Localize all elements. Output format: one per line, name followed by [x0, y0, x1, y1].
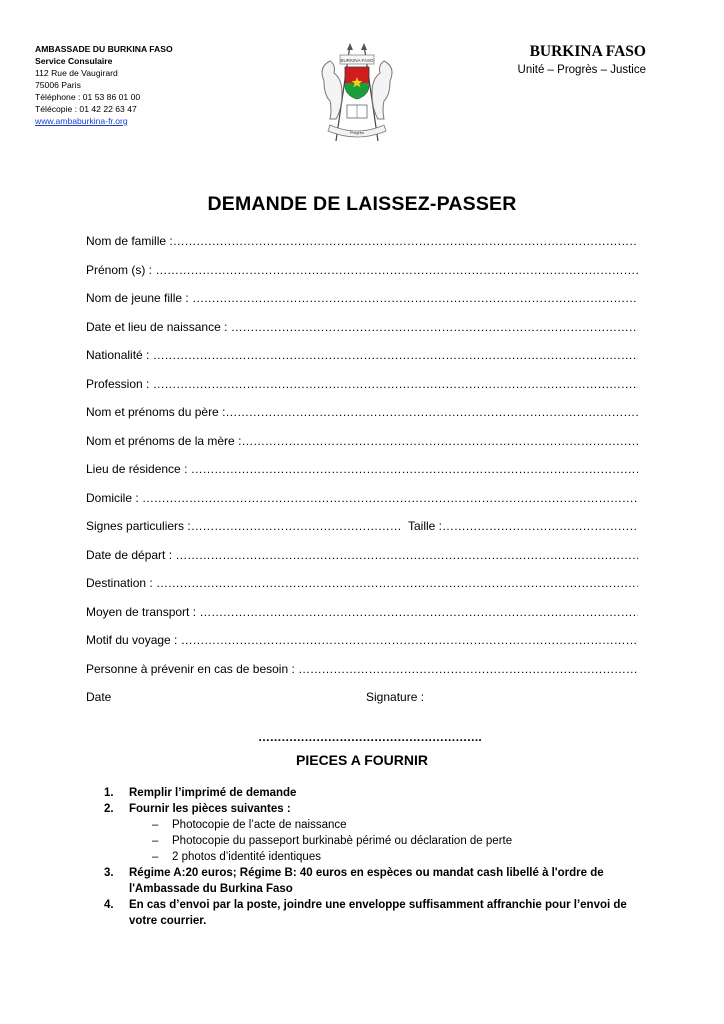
dotted-separator: …………………………………………………. [258, 730, 482, 744]
field-personne-a-prevenir[interactable] [86, 662, 638, 678]
field-label: Profession : [86, 377, 150, 391]
field-label: Motif du voyage : [86, 633, 178, 647]
fill-line[interactable] [153, 348, 638, 362]
list-item [104, 865, 649, 897]
sub-item-text: Photocopie du passeport burkinabè périmé ou déclaration de perte [172, 835, 513, 847]
field-lieu-residence[interactable] [86, 462, 638, 478]
field-label: Date de départ : [86, 548, 173, 562]
pieces-list [104, 785, 649, 929]
fill-line[interactable] [231, 320, 638, 334]
field-label: Nationalité : [86, 348, 150, 362]
embassy-service: Service Consulaire [35, 56, 113, 66]
embassy-website-link[interactable]: www.ambaburkina-fr.org [35, 116, 128, 126]
field-label: Date et lieu de naissance : [86, 320, 228, 334]
embassy-name: AMBASSADE DU BURKINA FASO [35, 44, 173, 54]
fill-line[interactable] [442, 519, 638, 533]
field-label: Nom et prénoms de la mère : [86, 434, 242, 448]
field-signes-particuliers[interactable] [86, 519, 400, 533]
embassy-fax: Télécopie : 01 42 22 63 47 [35, 104, 137, 114]
field-label: Destination : [86, 576, 153, 590]
field-signes-taille-row [86, 519, 638, 535]
field-label: Personne à prévenir en cas de besoin : [86, 662, 295, 676]
country-motto: Unité – Progrès – Justice [517, 64, 646, 76]
item-text: Remplir l’imprimé de demande [129, 787, 297, 799]
country-header [518, 43, 646, 76]
fill-line[interactable] [175, 548, 638, 562]
field-motif-voyage[interactable] [86, 633, 638, 649]
sub-item-text: Photocopie de l’acte de naissance [172, 819, 347, 831]
field-label: Lieu de résidence : [86, 462, 188, 476]
embassy-address-line2: 75006 Paris [35, 80, 81, 90]
field-label: Nom de famille : [86, 234, 173, 248]
field-label: Prénom (s) : [86, 263, 153, 277]
coat-ribbon-text: Progrès [349, 130, 365, 135]
field-nationalite[interactable] [86, 348, 638, 364]
item-number: 1. [104, 787, 114, 799]
field-label: Domicile : [86, 491, 139, 505]
country-name: BURKINA FASO [529, 43, 646, 60]
coat-banner-text: BURKINA FASO [340, 58, 374, 63]
field-nom-famille[interactable] [86, 234, 638, 250]
field-destination[interactable] [86, 576, 638, 592]
field-moyen-transport[interactable] [86, 605, 638, 621]
item-number: 2. [104, 803, 114, 815]
list-item [104, 801, 649, 817]
fill-line[interactable] [142, 491, 638, 505]
embassy-header [35, 43, 173, 127]
coat-of-arms-emblem [316, 41, 398, 149]
form-title: DEMANDE DE LAISSEZ-PASSER [207, 193, 517, 215]
field-nom-jeune-fille[interactable] [86, 291, 638, 307]
list-item [104, 897, 649, 929]
field-label: Nom de jeune fille : [86, 291, 189, 305]
item-text: Fournir les pièces suivantes : [129, 803, 291, 815]
embassy-address-line1: 112 Rue de Vaugirard [35, 68, 118, 78]
field-label: Signes particuliers : [86, 519, 191, 533]
fill-line[interactable] [241, 434, 638, 448]
sub-item-text: 2 photos d’identité identiques [172, 851, 321, 863]
field-pere[interactable] [86, 405, 638, 421]
item-number: 4. [104, 899, 114, 911]
field-date-depart[interactable] [86, 548, 638, 564]
date-signature-row [86, 690, 646, 704]
list-item [104, 785, 649, 801]
sub-list-item [104, 833, 649, 849]
signature-label: Signature : [366, 690, 425, 704]
field-taille[interactable] [400, 519, 638, 533]
fill-line[interactable] [192, 291, 638, 305]
item-number: 3. [104, 867, 114, 879]
sub-list-item [104, 849, 649, 865]
field-mere[interactable] [86, 434, 638, 450]
fill-line[interactable] [191, 462, 638, 476]
dash-bullet: – [152, 851, 159, 863]
fill-line[interactable] [181, 633, 638, 647]
fill-line[interactable] [225, 405, 638, 419]
fill-line[interactable] [153, 377, 638, 391]
date-label: Date [86, 690, 112, 704]
embassy-phone: Téléphone : 01 53 86 01 00 [35, 92, 141, 102]
fill-line[interactable] [191, 519, 400, 533]
field-date-lieu-naissance[interactable] [86, 320, 638, 336]
item-text: En cas d’envoi par la poste, joindre une enveloppe suffisamment affranchie pour l’envoi de votre courrier. [129, 899, 627, 927]
fill-line[interactable] [173, 234, 638, 248]
field-domicile[interactable] [86, 491, 638, 507]
dash-bullet: – [152, 819, 159, 831]
field-label: Taille : [408, 519, 443, 533]
fill-line[interactable] [155, 263, 638, 277]
item-text: Régime A:20 euros; Régime B: 40 euros en espèces ou mandat cash libellé à l'ordre de l'Ambassade du Burkina Faso [129, 867, 604, 895]
field-label: Moyen de transport : [86, 605, 197, 619]
pieces-title: PIECES A FOURNIR [296, 752, 428, 768]
field-profession[interactable] [86, 377, 638, 393]
fill-line[interactable] [298, 662, 638, 676]
dash-bullet: – [152, 835, 159, 847]
fill-line[interactable] [199, 605, 638, 619]
sub-list-item [104, 817, 649, 833]
field-label: Nom et prénoms du père : [86, 405, 226, 419]
field-prenoms[interactable] [86, 263, 638, 279]
fill-line[interactable] [156, 576, 638, 590]
